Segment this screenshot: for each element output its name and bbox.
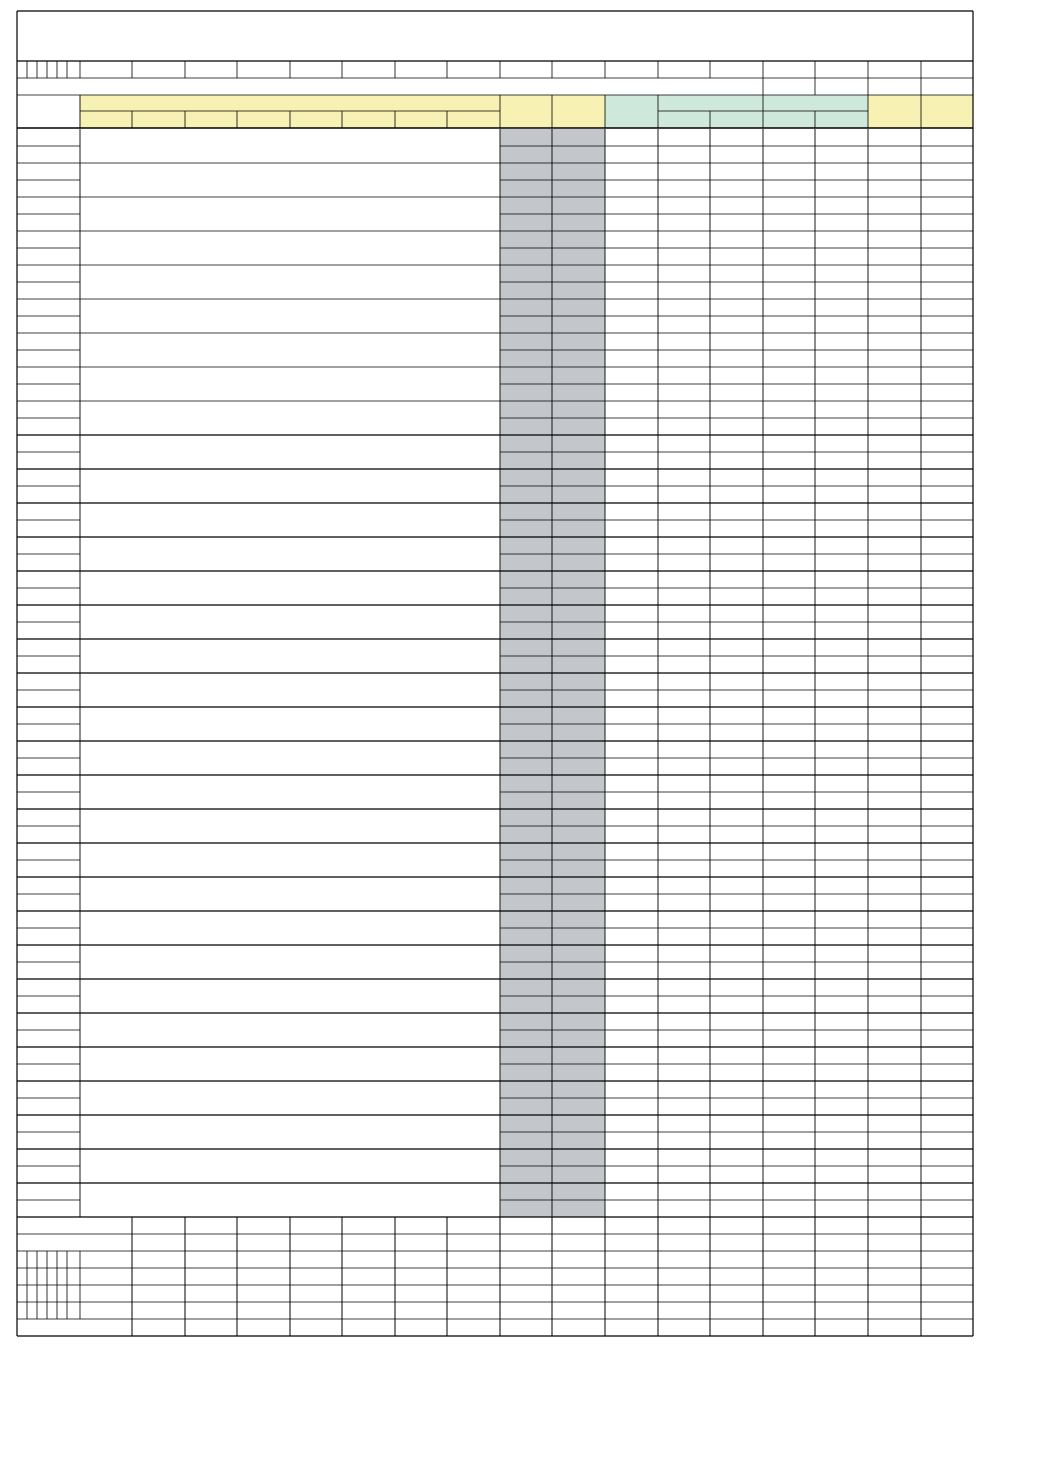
header-cell-yellow xyxy=(868,95,973,128)
header-cell-green xyxy=(605,95,868,128)
thin-grid-lines xyxy=(17,61,973,1336)
header-cell-yellow xyxy=(500,95,605,128)
